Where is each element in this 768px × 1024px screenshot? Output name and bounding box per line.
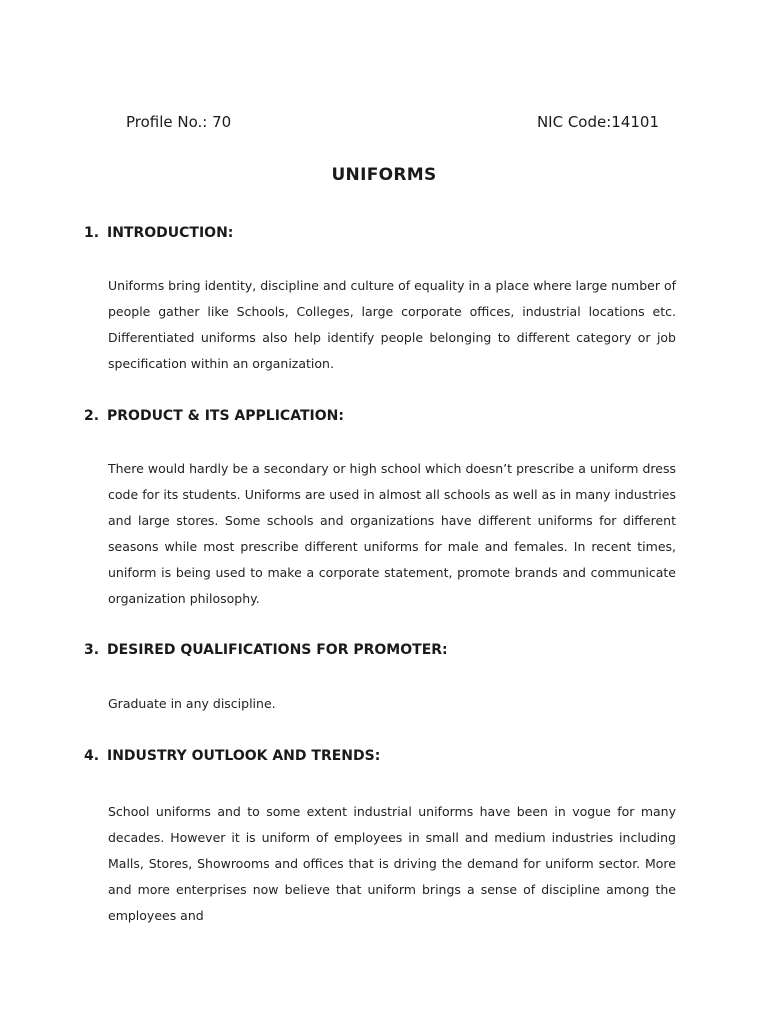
section-title: INTRODUCTION: [107,225,234,241]
nic-code: NIC Code:14101 [536,113,659,131]
section-number: 4. [84,748,100,764]
section-heading-product-application [84,408,344,424]
section-title: INDUSTRY OUTLOOK AND TRENDS: [107,748,381,764]
document-title: UNIFORMS [331,165,437,185]
profile-number: Profile No.: 70 [126,113,232,131]
section-title: DESIRED QUALIFICATIONS FOR PROMOTER: [107,642,448,658]
section-body-qualifications: Graduate in any discipline. [108,696,276,711]
section-title: PRODUCT & ITS APPLICATION: [107,408,344,424]
section-heading-qualifications [84,642,448,658]
section-number: 3. [84,642,100,658]
section-heading-industry-outlook [84,748,380,764]
document-header [126,113,659,135]
section-heading-introduction [84,225,233,241]
section-body-introduction: Uniforms bring identity, discipline and culture of equality in a place where large number of people gather like Schools, Colleges, large corporate offices, industrial locations etc. Differentiated uniforms also help identify people belonging to different category or job specification within an organization. [108,278,676,371]
section-body-industry-outlook: School uniforms and to some extent industrial uniforms have been in vogue for many decades. However it is uniform of employees in small and medium industries including Malls, Stores, Showrooms and offices that is driving the demand for uniform sector. More and more enterprises now believe that uniform brings a sense of discipline among the employees and [108,804,676,923]
section-body-product-application: There would hardly be a secondary or high school which doesn’t prescribe a uniform dress code for its students. Uniforms are used in almost all schools as well as in many industries and large stores. Some schools and organizations have different uniforms for different seasons while most prescribe different uniforms for male and females. In recent times, uniform is being used to make a corporate statement, promote brands and communicate organization philosophy. [108,461,676,606]
section-number: 2. [84,408,100,424]
section-number: 1. [84,225,100,241]
